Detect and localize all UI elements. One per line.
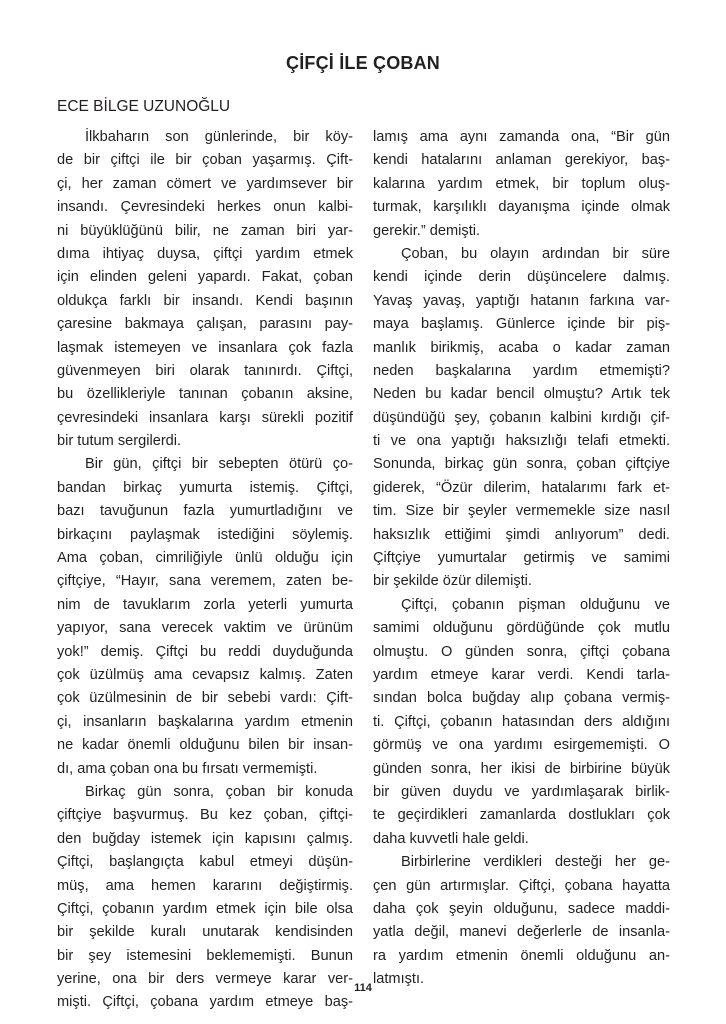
text-line: Çiftçi, çobanın pişman olduğunu ve bbox=[401, 596, 670, 613]
author-name: ECE BİLGE UZUNOĞLU bbox=[57, 98, 231, 115]
text-line: yapıyor, sana verecek vaktim ve ürünüm bbox=[57, 620, 353, 637]
page-number: 114 bbox=[354, 982, 372, 994]
text-line: bir şekilde özür dilemişti. bbox=[373, 573, 532, 590]
text-line: ti ve ona yaptığı haksızlığı telafi etmekti. bbox=[373, 433, 670, 450]
text-line: çen gün artırmışlar. Çiftçi, çobana hayatta bbox=[373, 877, 670, 894]
text-line: tim. Size bir şeyler vermemekle size nasıl bbox=[373, 503, 670, 520]
text-line: samimi olduğunu gördüğünde çok mutlu bbox=[373, 620, 670, 637]
text-line: bir güven duydu ve yardımlaşarak birlik- bbox=[373, 783, 670, 800]
text-line: çok üzülmesinin de bir sebebi vardı: Çift- bbox=[57, 690, 353, 707]
text-line: manlık birikmiş, acaba o kadar zaman bbox=[373, 339, 670, 356]
text-line: Çiftçi, çobanın yardım etmek için bile olsa bbox=[57, 900, 353, 917]
text-line: çevresindeki insanlara karşı sürekli pozitif bbox=[57, 409, 353, 426]
text-line: Bir gün, çiftçi bir sebepten ötürü ço- bbox=[85, 456, 353, 473]
text-line: Birbirlerine verdikleri desteği her ge- bbox=[401, 854, 670, 871]
text-line: bir şekilde kuralı unutarak kendisinden bbox=[57, 924, 353, 941]
text-line: kendi içinde derin düşüncelere dalmış. bbox=[373, 269, 670, 286]
text-line: ti. Çiftçi, çobanın hatasından ders aldığını bbox=[373, 713, 670, 730]
text-line: oldukça farklı bir insandı. Kendi başının bbox=[57, 292, 353, 309]
text-line: dı, ama çoban ona bu fırsatı vermemişti. bbox=[57, 760, 318, 777]
text-line: bandan birkaç yumurta istemiş. Çiftçi, bbox=[57, 479, 353, 496]
text-line: latmıştı. bbox=[373, 971, 425, 988]
right-column bbox=[373, 126, 670, 991]
text-line: çiftçiye, “Hayır, sana veremem, zaten be- bbox=[57, 573, 353, 590]
text-line: günden sonra, her ikisi de birbirine büyük bbox=[373, 760, 670, 777]
text-line: lamış ama aynı zamanda ona, “Bir gün bbox=[373, 129, 670, 145]
text-line: çaresine bakmaya çalışan, parasını pay- bbox=[57, 316, 353, 333]
text-line: Çiftçi, başlangıçta kabul etmeyi düşün- bbox=[57, 854, 353, 871]
text-line: Sonunda, birkaç gün sonra, çoban çiftçiye bbox=[373, 456, 670, 473]
text-line: daha çok şeyin olduğunu, sadece maddi- bbox=[373, 900, 670, 917]
text-line: turmak, karşılıklı dayanışma içinde olmak bbox=[373, 199, 670, 216]
text-line: haksızlık ettiğimi şimdi anlıyorum” dedi. bbox=[373, 526, 670, 543]
text-line: daha kuvvetli hale geldi. bbox=[373, 830, 529, 847]
text-line: laşmak istemeyen ve insanlara çok fazla bbox=[57, 339, 353, 356]
text-line: olmuştu. O günden sonra, çiftçi çobana bbox=[373, 643, 670, 660]
text-line: ra yardım etmenin önemli olduğunu an- bbox=[373, 947, 670, 964]
text-line: den buğday istemek için kapısını çalmış. bbox=[57, 830, 353, 847]
left-column bbox=[57, 126, 353, 1015]
text-line: için elinden geleni yapardı. Fakat, çoban bbox=[57, 269, 353, 286]
text-line: yerine, ona bir ders vermeye karar ver- bbox=[57, 971, 353, 988]
text-line: müş, ama hemen kararını değiştirmiş. bbox=[57, 877, 353, 894]
text-line: çok üzülmüş ama cevapsız kalmış. Zaten bbox=[57, 666, 353, 683]
text-line: yatla değil, manevi değerlerle de insanla- bbox=[373, 924, 670, 941]
text-line: sından bolca buğday alıp çobana vermiş- bbox=[373, 690, 670, 707]
text-line: bazı tavuğunun fazla yumurtladığını ve bbox=[57, 503, 353, 520]
text-line: Ama çoban, cimriliğiyle ünlü olduğu için bbox=[57, 550, 353, 567]
text-line: ni büyüklüğünü bilir, ne zaman biri yar- bbox=[57, 222, 353, 239]
text-line: görmüş ve ona yardımı esirgememişti. O bbox=[373, 737, 670, 754]
text-line: düşündüğü şey, çobanın kalbini kırdığı çif- bbox=[373, 409, 670, 426]
text-line: bir tutum sergilerdi. bbox=[57, 433, 182, 450]
text-line: çi, her zaman cömert ve yardımsever bir bbox=[57, 175, 353, 192]
text-line: mişti. Çiftçi, çobana yardım etmeye baş- bbox=[57, 994, 353, 1011]
story-title: ÇİFÇİ İLE ÇOBAN bbox=[286, 53, 440, 73]
text-line: yardım etmeye karar verdi. Kendi tarla- bbox=[373, 666, 670, 683]
text-line: bir şey istemesini beklememişti. Bunun bbox=[57, 947, 353, 964]
text-line: kendi hatalarını anlaman gerekiyor, baş- bbox=[373, 152, 670, 169]
text-line: Birkaç gün sonra, çoban bir konuda bbox=[85, 783, 353, 800]
text-line: güvenmeyen biri olarak tanınırdı. Çiftçi, bbox=[57, 362, 353, 379]
text-line: giderek, “Özür dilerim, hatalarımı fark et- bbox=[373, 479, 670, 496]
text-line: yok!” demiş. Çiftçi bu reddi duyduğunda bbox=[57, 643, 353, 660]
text-line: gerekir.” demişti. bbox=[373, 222, 481, 239]
text-line: kalarına yardım etmek, bir toplum oluş- bbox=[373, 175, 670, 192]
text-line: dıma ihtiyaç duysa, çiftçi yardım etmek bbox=[57, 245, 353, 262]
text-line: çi, insanların başkalarına yardım etmenin bbox=[57, 713, 353, 730]
text-line: Yavaş yavaş, yaptığı hatanın farkına var- bbox=[373, 292, 670, 309]
text-line: bu özellikleriyle tanınan çobanın aksine, bbox=[57, 386, 353, 403]
text-line: birkaçını paylaşmak istediğini söylemiş. bbox=[57, 526, 353, 543]
text-line: çiftçiye başvurmuş. Bu kez çoban, çiftçi- bbox=[57, 807, 353, 824]
text-line: İlkbaharın son günlerinde, bir köy- bbox=[85, 129, 353, 145]
text-line: Çiftçiye yumurtalar getirmiş ve samimi bbox=[373, 550, 670, 567]
text-line: neden başkalarına yardım etmemişti? bbox=[373, 362, 670, 379]
text-line: maya başlamış. Günlerce içinde bir piş- bbox=[373, 316, 670, 333]
text-line: Çoban, bu olayın ardından bir süre bbox=[401, 245, 670, 262]
text-line: insandı. Çevresindeki herkes onun kalbi- bbox=[57, 199, 353, 216]
text-line: Neden bu kadar bencil olmuştu? Artık tek bbox=[373, 386, 670, 403]
text-line: te geçirdikleri zamanlarda dostlukları çok bbox=[373, 807, 670, 824]
text-line: nim de tavuklarım zorla yeterli yumurta bbox=[57, 596, 353, 613]
text-line: ne kadar önemli olduğunu bilen bir insan- bbox=[57, 737, 353, 754]
text-line: de bir çiftçi ile bir çoban yaşarmış. Çift- bbox=[57, 152, 353, 169]
